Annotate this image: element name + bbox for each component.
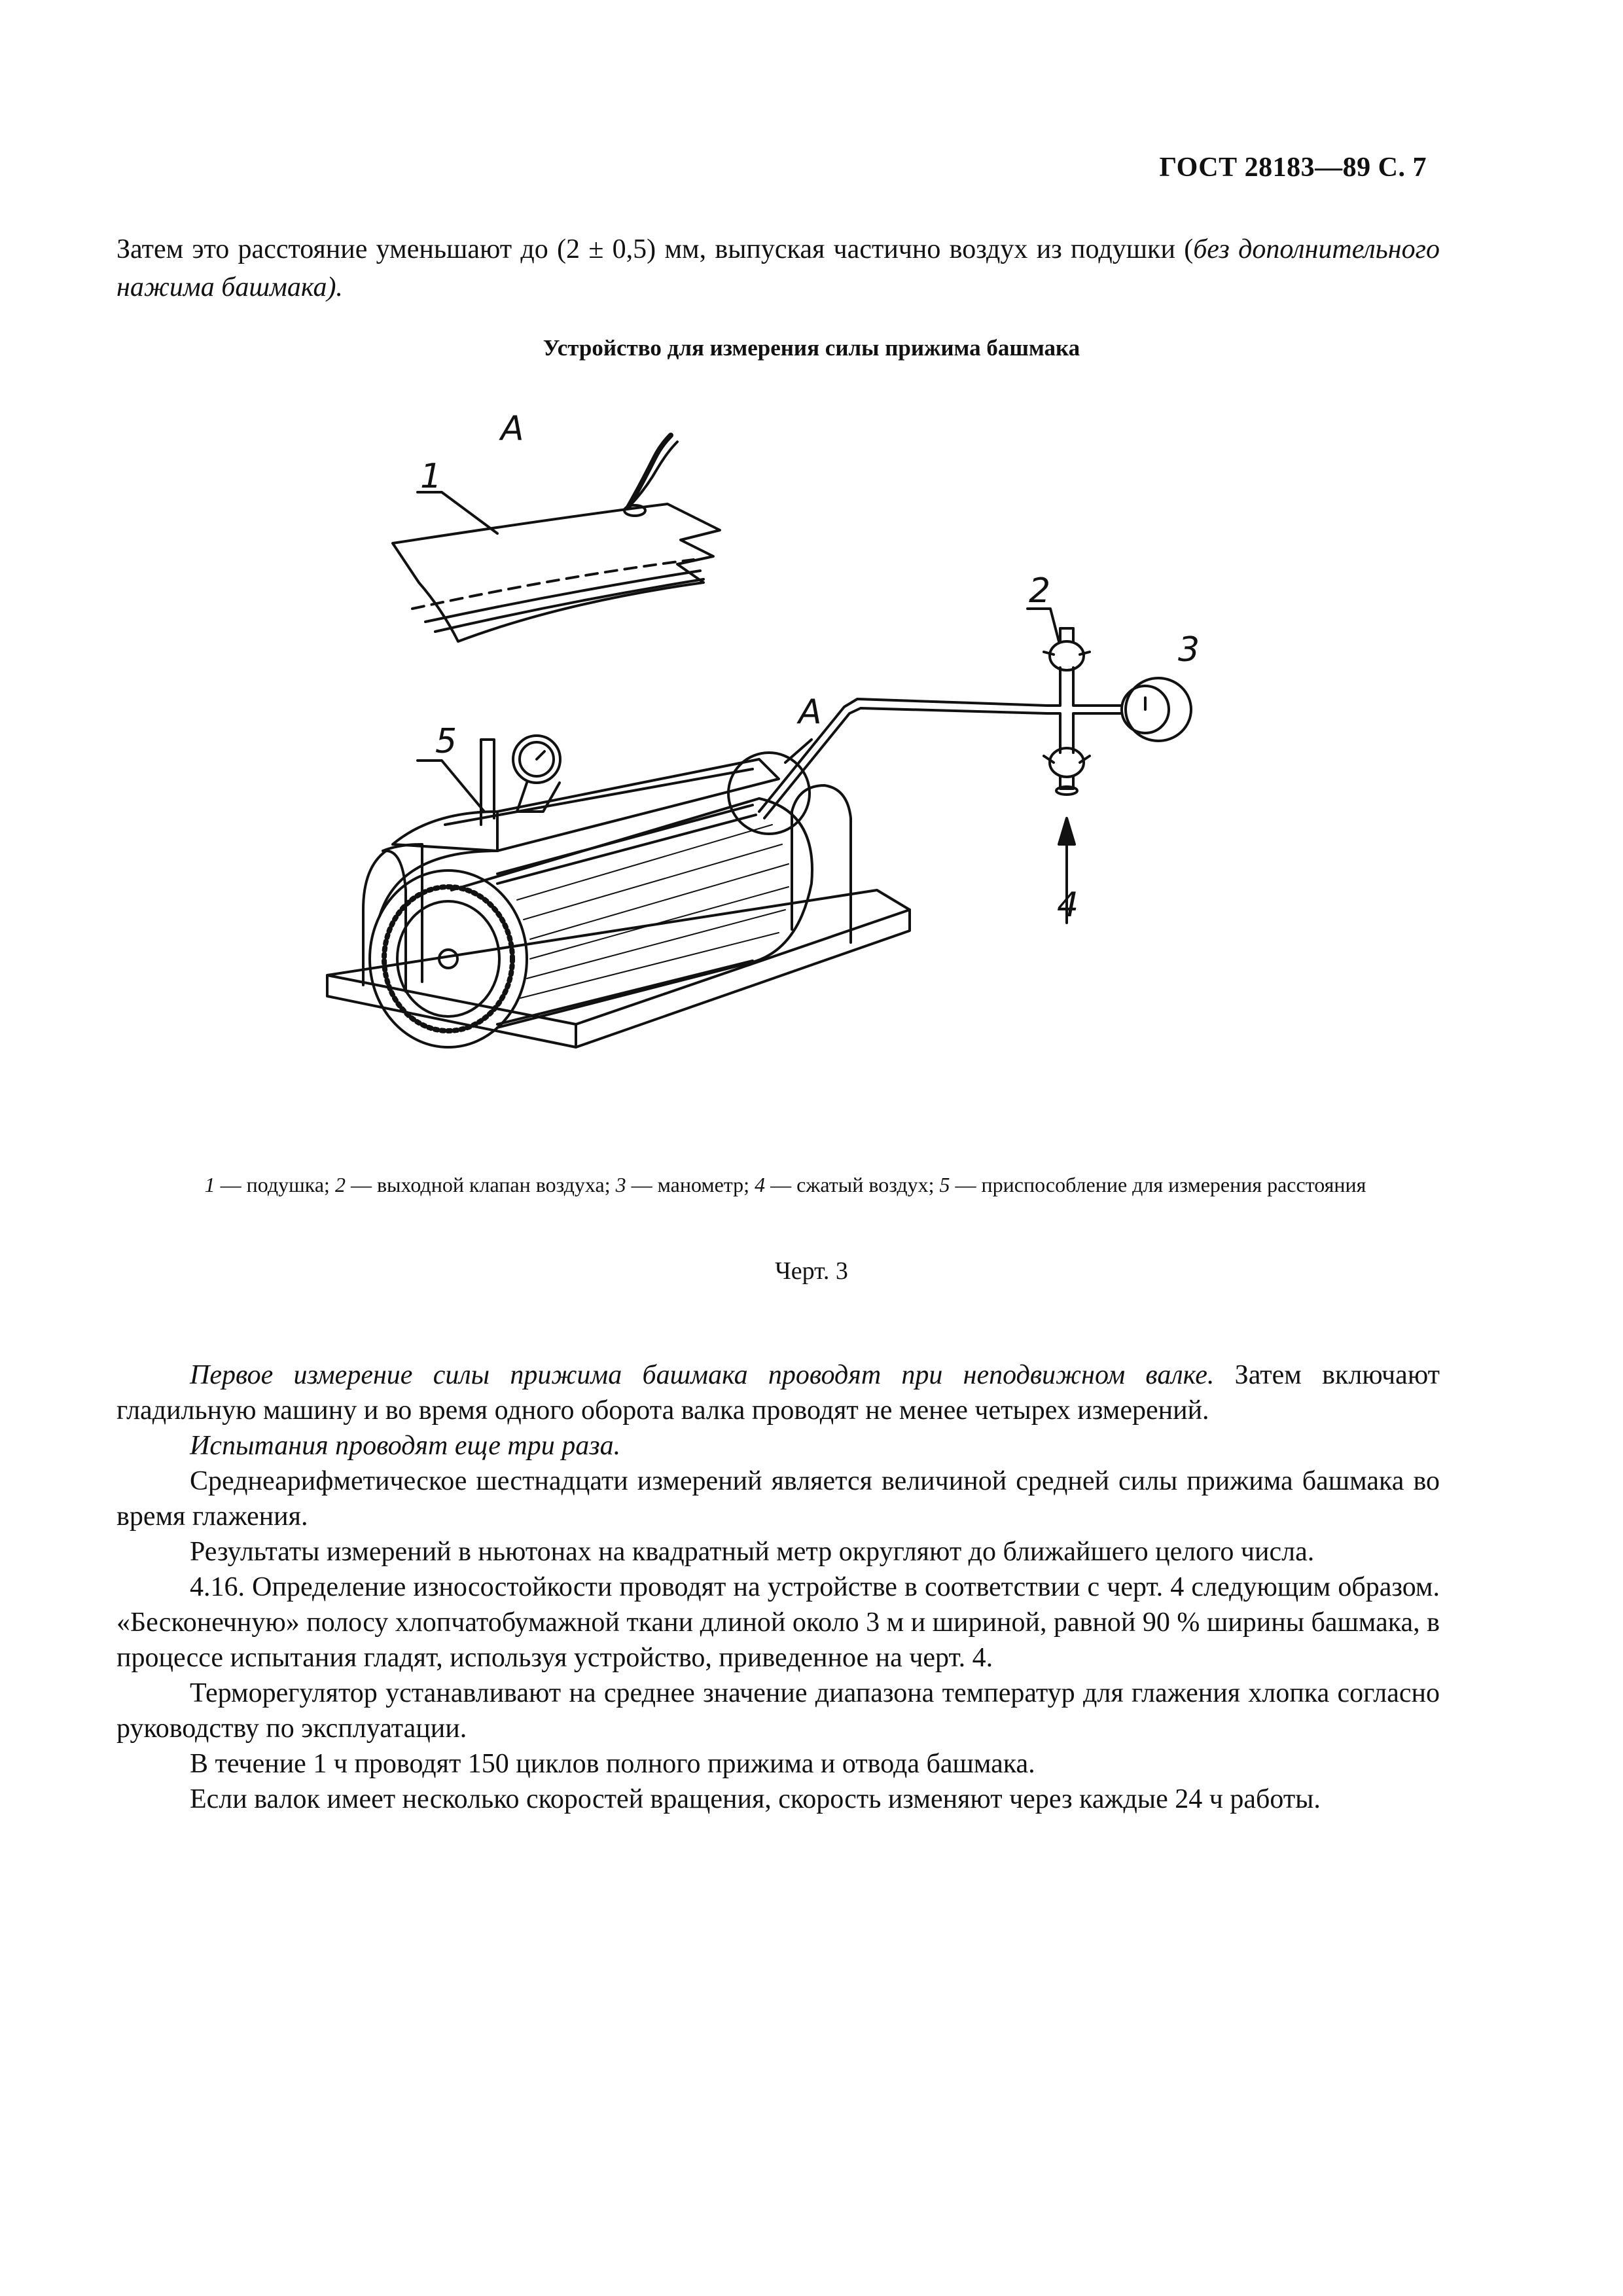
legend-text-1: — подушка; (215, 1173, 335, 1196)
label-3: 3 (1178, 630, 1200, 670)
paragraph-1-rest: Затем включают гладильную машину и во время одного оборота валка проводят не менее четырех измерений. (116, 1360, 1440, 1426)
intro-text: Затем это расстояние уменьшают до (2 ± 0,5) мм, выпуская частично воздух из подушки ( (116, 234, 1194, 264)
paragraph-speeds: Если валок имеет несколько скоростей вращения, скорость изменяют через каждые 24 ч работы. (190, 1784, 1321, 1814)
paragraph-first-measurement (116, 1357, 1440, 1428)
legend-text-4: — сжатый воздух; (765, 1173, 940, 1196)
device-drawing (301, 393, 1257, 1139)
label-1: 1 (420, 457, 442, 496)
label-view-a: A (501, 409, 524, 448)
legend-num-1: 1 (204, 1173, 215, 1196)
label-4: 4 (1057, 886, 1079, 925)
legend-num-2: 2 (334, 1173, 346, 1196)
paragraph-repeat: Испытания проводят еще три раза. (190, 1431, 621, 1461)
body-text (116, 1357, 1440, 1817)
figure-legend (157, 1170, 1414, 1199)
paragraph-thermostat: Терморегулятор устанавливают на среднее значение диапазона температур для глажения хлопка согласно руководству по эксплуатации. (116, 1678, 1440, 1744)
figure-title: Устройство для измерения силы прижима башмака (543, 335, 1080, 361)
intro-italic-text: без дополнительного нажима башмака). (116, 234, 1440, 302)
label-circle-a: A (798, 692, 822, 732)
roller (370, 798, 812, 1047)
paragraph-average: Среднеарифметическое шестнадцати измерений является величиной средней силы прижима башмака во время глажения. (116, 1466, 1440, 1532)
legend-text-2: — выходной клапан воздуха; (345, 1173, 616, 1196)
paragraph-1-italic: Первое измерение силы прижима башмака проводят при неподвижном валке. (190, 1360, 1215, 1390)
legend-text-5: — приспособление для измерения расстояния (950, 1173, 1366, 1196)
label-2: 2 (1029, 571, 1051, 611)
paragraph-cycles: В течение 1 ч проводят 150 циклов полного прижима и отвода башмака. (190, 1749, 1035, 1779)
page-header: ГОСТ 28183—89 С. 7 (1159, 152, 1427, 183)
legend-num-3: 3 (615, 1173, 626, 1196)
legend-text-3: — манометр; (626, 1173, 755, 1196)
paragraph-rounding: Результаты измерений в ньютонах на квадратный метр округляют до ближайшего целого числа. (190, 1537, 1315, 1567)
paragraph-4-16: 4.16. Определение износостойкости проводят на устройстве в соответствии с черт. 4 следующим образом. «Бесконечную» полосу хлопчатобумажной ткани длиной около 3 м и шириной, равной 90 % ширины башмака, в процессе испытания гладят, используя устройство, приведенное на черт. 4. (116, 1572, 1440, 1673)
intro-paragraph (116, 230, 1440, 306)
label-5: 5 (435, 722, 457, 761)
legend-num-5: 5 (939, 1173, 950, 1196)
figure-caption: Черт. 3 (775, 1257, 848, 1285)
legend-num-4: 4 (755, 1173, 766, 1196)
